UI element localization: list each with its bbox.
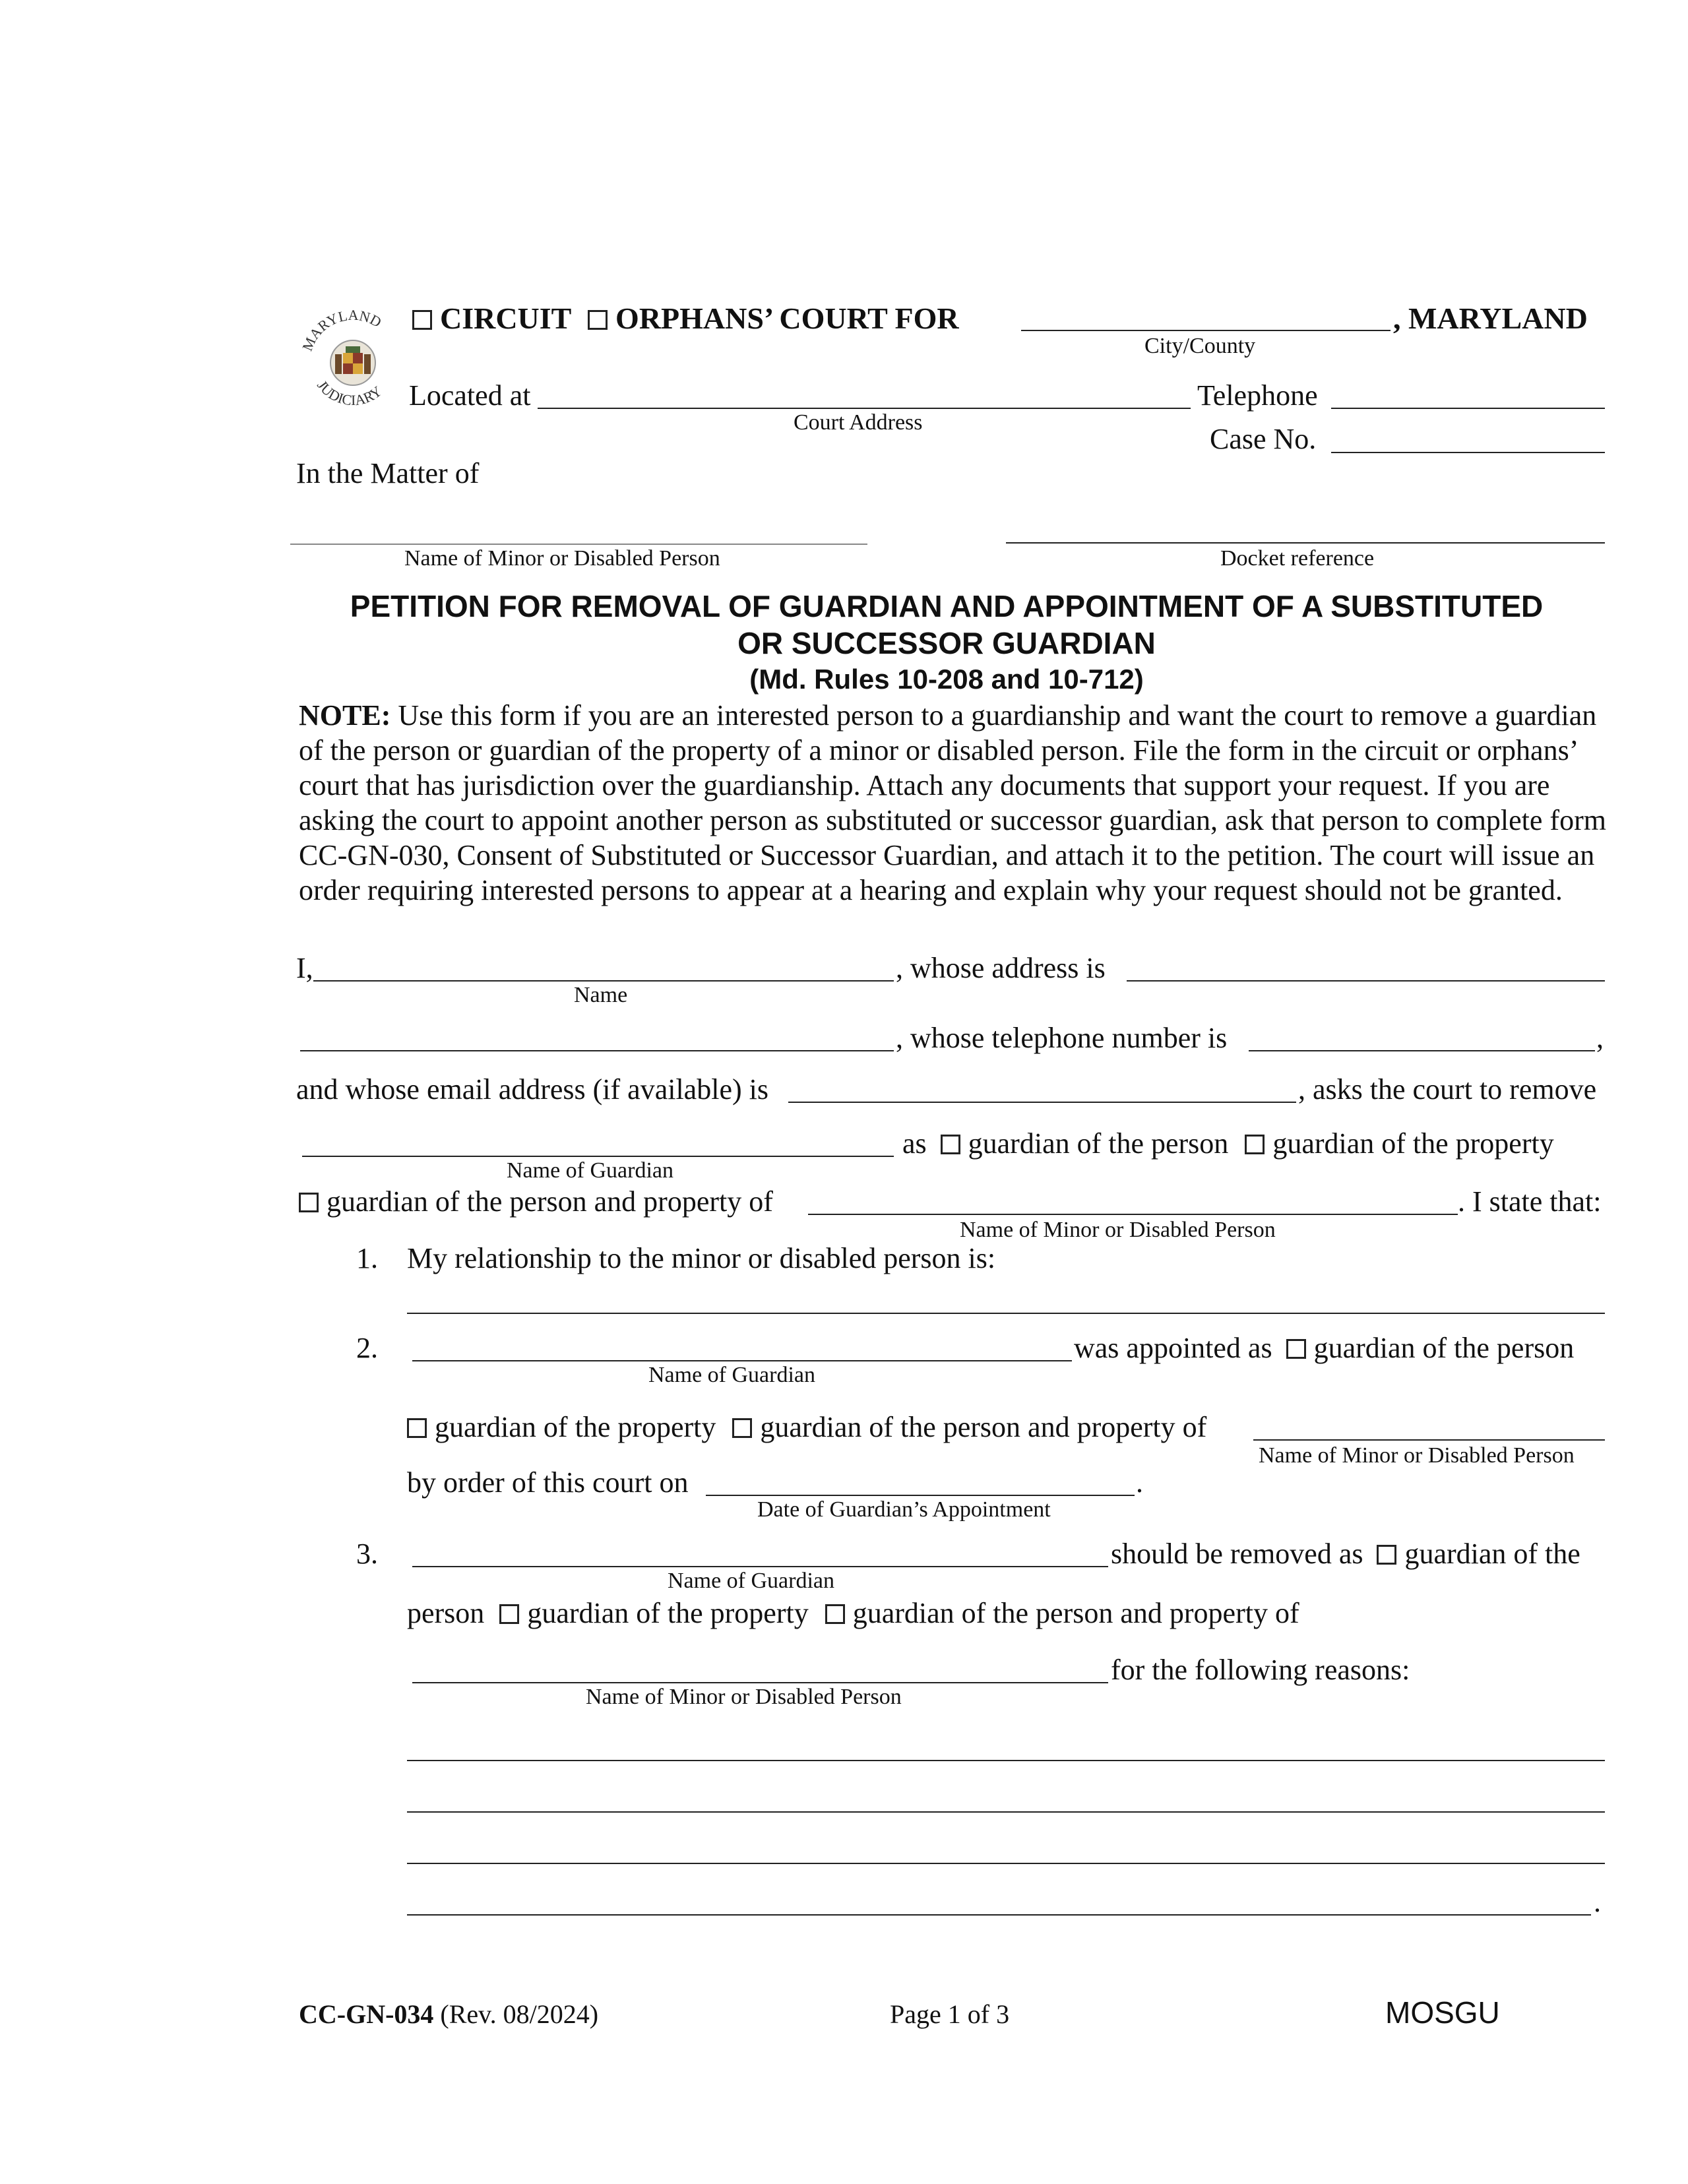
remove-guardian-both-checkbox[interactable] (299, 1193, 319, 1212)
reason-line-1[interactable] (407, 1760, 1605, 1761)
removed-type-row (407, 1596, 1299, 1630)
petitioner-address-line2-field[interactable] (300, 1050, 894, 1051)
relationship-field[interactable] (407, 1313, 1605, 1314)
note-text: Use this form if you are an interested person to a guardianship and want the court to remove a guardian of the person or guardian of the property of a minor or disabled person. File the form in the circuit or orphans’ court that has jurisdiction over the guardianship. Attach any documents that support your request. If you are asking the court to appoint another person as substituted or successor guardian, ask that person to complete form CC-GN-030, Consent of Substituted or Successor Guardian, and attach it to the petition. The court will issue an order requiring interested persons to appear at a hearing and explain why your request should not be granted. (299, 699, 1606, 906)
relationship-label: My relationship to the minor or disabled person is: (407, 1242, 996, 1274)
removed-guardian-name-field[interactable] (412, 1566, 1108, 1567)
telephone-field[interactable] (1331, 408, 1605, 409)
minor-name-caption: Name of Minor or Disabled Person (404, 546, 720, 571)
city-county-field[interactable] (1021, 330, 1391, 331)
removed-property-label: guardian of the property (527, 1597, 809, 1629)
maryland-judiciary-seal (297, 300, 409, 412)
for-reasons-label: for the following reasons: (1111, 1654, 1410, 1686)
item-2-number: 2. (356, 1332, 378, 1364)
guardian-name-caption: Name of Guardian (507, 1158, 674, 1183)
seal-top-text: MARYLAND (298, 306, 385, 354)
asks-court-label: , asks the court to remove (1298, 1073, 1597, 1106)
guardian-of-the-label: guardian of the (1404, 1538, 1580, 1570)
appointed-both-label: guardian of the person and property of (760, 1411, 1207, 1443)
guardian-person-label: guardian of the person (968, 1127, 1229, 1160)
court-address-field[interactable] (538, 408, 1191, 409)
circuit-checkbox[interactable] (412, 310, 432, 330)
remove-guardian-person-checkbox[interactable] (941, 1135, 960, 1154)
note-paragraph (299, 698, 1611, 908)
appointment-date-caption: Date of Guardian’s Appointment (757, 1497, 1051, 1522)
appointed-minor-caption: Name of Minor or Disabled Person (1259, 1443, 1575, 1468)
appointed-person-label: guardian of the person (1313, 1332, 1575, 1364)
person-label: person (407, 1597, 485, 1629)
seal-icon (297, 300, 409, 412)
should-be-removed-row (1111, 1537, 1580, 1571)
reason-line-3[interactable] (407, 1863, 1605, 1864)
minor-name-caption-2: Name of Minor or Disabled Person (960, 1218, 1276, 1242)
removed-minor-caption: Name of Minor or Disabled Person (586, 1685, 902, 1709)
case-no-label: Case No. (1210, 423, 1317, 455)
state-label: , MARYLAND (1393, 301, 1588, 335)
court-address-caption: Court Address (794, 410, 923, 435)
petitioner-name-caption: Name (574, 983, 628, 1007)
by-order-label: by order of this court on (407, 1466, 689, 1499)
i-label: I, (296, 952, 313, 984)
telephone-label: Telephone (1197, 379, 1318, 412)
case-no-field[interactable] (1331, 452, 1605, 453)
i-state-label: . I state that: (1458, 1185, 1602, 1218)
orphans-court-label: ORPHANS’ COURT FOR (615, 301, 959, 335)
should-be-removed-label: should be removed as (1111, 1538, 1363, 1570)
reasons-period: . (1594, 1886, 1601, 1918)
removed-both-checkbox[interactable] (825, 1604, 845, 1624)
guardian-both-label: guardian of the person and property of (327, 1185, 773, 1218)
appointed-both-checkbox[interactable] (732, 1418, 752, 1438)
footer-revision: (Rev. 08/2024) (433, 1999, 599, 2029)
circuit-label: CIRCUIT (440, 301, 571, 335)
email-label: and whose email address (if available) is (296, 1073, 768, 1106)
form-title-line1: PETITION FOR REMOVAL OF GUARDIAN AND APPOINTMENT OF A SUBSTITUTED (350, 589, 1544, 623)
appointed-guardian-name-field[interactable] (412, 1360, 1072, 1361)
court-type-row (412, 301, 959, 336)
appointed-property-checkbox[interactable] (407, 1418, 427, 1438)
appointed-guardian-caption: Name of Guardian (648, 1363, 816, 1387)
guardian-property-label: guardian of the property (1272, 1127, 1554, 1160)
guardian-name-field[interactable] (302, 1156, 894, 1157)
form-title-line2: OR SUCCESSOR GUARDIAN (737, 626, 1156, 660)
minor-name-field-2[interactable] (808, 1214, 1458, 1215)
removed-both-label: guardian of the person and property of (852, 1597, 1299, 1629)
seal-bottom-text: JUDICIARY (313, 377, 385, 409)
appointed-property-label: guardian of the property (435, 1411, 716, 1443)
footer-form-id: CC-GN-034 (299, 1999, 434, 2029)
in-the-matter-label: In the Matter of (296, 457, 480, 489)
city-county-caption: City/County (1144, 334, 1256, 358)
appointed-minor-name-field[interactable] (1253, 1439, 1605, 1441)
removed-person-checkbox[interactable] (1377, 1545, 1396, 1565)
orphans-court-checkbox[interactable] (588, 310, 608, 330)
docket-reference-field[interactable] (1006, 542, 1605, 544)
was-appointed-row (1074, 1331, 1574, 1365)
form-rules: (Md. Rules 10-208 and 10-712) (749, 664, 1144, 695)
whose-address-label: , whose address is (896, 952, 1106, 984)
petitioner-address-field[interactable] (1127, 980, 1605, 982)
appointed-person-checkbox[interactable] (1286, 1339, 1306, 1359)
footer-form-id-row (299, 1999, 598, 2030)
remove-guardian-property-checkbox[interactable] (1245, 1135, 1265, 1154)
petitioner-name-field[interactable] (313, 980, 894, 982)
footer-code: MOSGU (1385, 1995, 1500, 2030)
reason-line-4[interactable] (407, 1914, 1591, 1916)
removed-minor-name-field[interactable] (412, 1682, 1108, 1683)
footer-page-number: Page 1 of 3 (890, 1999, 1010, 2029)
petitioner-phone-field[interactable] (1249, 1050, 1595, 1051)
whose-phone-label: , whose telephone number is (896, 1022, 1228, 1054)
removed-guardian-caption: Name of Guardian (668, 1569, 835, 1593)
petitioner-email-field[interactable] (788, 1102, 1296, 1103)
minor-name-field[interactable] (290, 544, 867, 545)
phone-comma: , (1596, 1022, 1604, 1054)
located-at-label: Located at (409, 379, 531, 412)
note-label: NOTE: (299, 699, 391, 732)
reason-line-2[interactable] (407, 1811, 1605, 1813)
docket-reference-caption: Docket reference (1220, 546, 1375, 571)
by-order-period: . (1136, 1466, 1143, 1499)
removed-property-checkbox[interactable] (499, 1604, 519, 1624)
as-label: as (902, 1127, 927, 1160)
appointed-type-row (407, 1410, 1206, 1444)
was-appointed-label: was appointed as (1074, 1332, 1272, 1364)
guardian-both-row (299, 1185, 773, 1218)
item-3-number: 3. (356, 1538, 378, 1570)
as-row (902, 1127, 1554, 1160)
appointment-date-field[interactable] (706, 1495, 1135, 1496)
item-1-number: 1. (356, 1242, 378, 1274)
